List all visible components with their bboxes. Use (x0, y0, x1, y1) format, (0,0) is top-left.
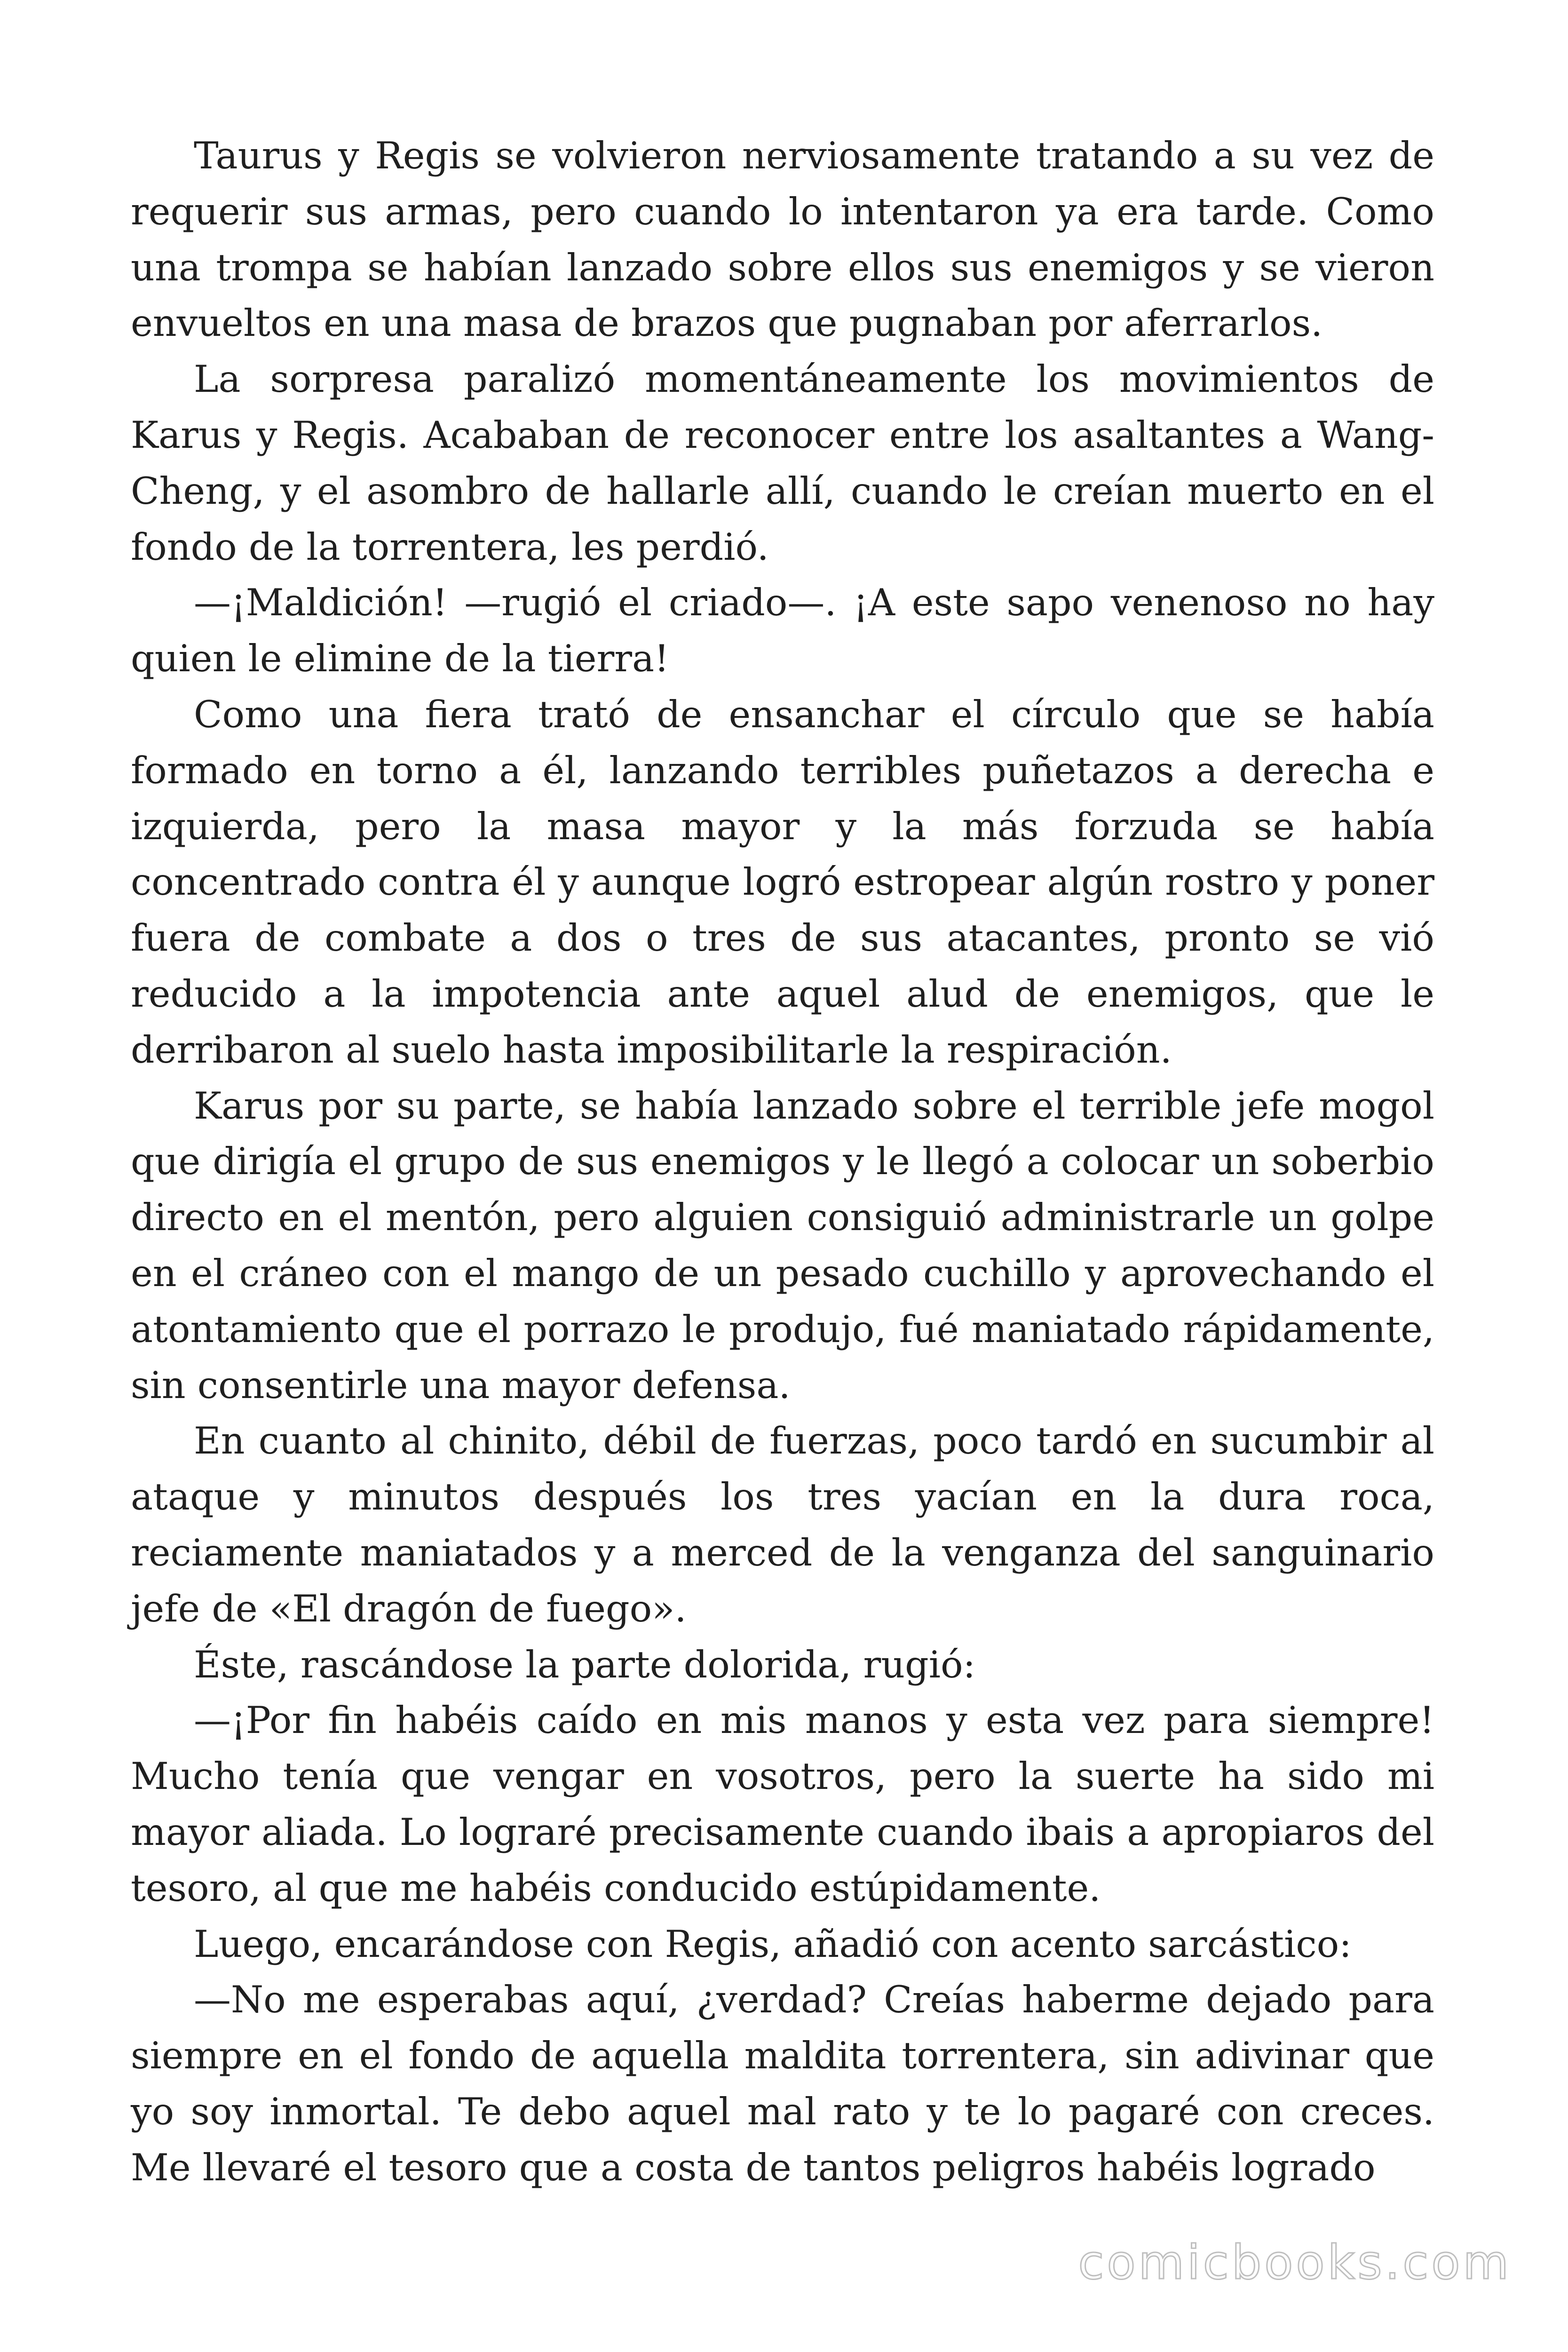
paragraph: Taurus y Regis se volvieron nerviosamente tratando a su vez de requerir sus armas, pero cuando lo intentaron ya era tarde. Como una trompa se habían lanzado sobre ellos sus enemigos y se vieron envueltos en una masa de brazos que pugnaban por aferrarlos. (131, 134, 1434, 345)
watermark: comicbooks.com (1078, 2235, 1512, 2290)
page-text (131, 128, 1434, 2195)
paragraph: En cuanto al chinito, débil de fuerzas, poco tardó en sucumbir al ataque y minutos después los tres yacían en la dura roca, reciamente maniatados y a merced de la venganza del sanguinario jefe de «El dragón de fuego». (131, 1419, 1434, 1630)
paragraph: Luego, encarándose con Regis, añadió con acento sarcástico: (194, 1922, 1352, 1966)
paragraph: —¡Por fin habéis caído en mis manos y esta vez para siempre! Mucho tenía que vengar en vosotros, pero la suerte ha sido mi mayor aliada. Lo lograré precisamente cuando ibais a apropiaros del tesoro, al que me habéis conducido estúpidamente. (131, 1699, 1434, 1910)
paragraph: Como una fiera trató de ensanchar el círculo que se había formado en torno a él, lanzando terribles puñetazos a derecha e izquierda, pero la masa mayor y la más forzuda se había concentrado contra él y aunque logró estropear algún rostro y poner fuera de combate a dos o tres de sus atacantes, pronto se vió reducido a la impotencia ante aquel alud de enemigos, que le derribaron al suelo hasta imposibilitarle la respiración. (131, 692, 1434, 1072)
paragraph: La sorpresa paralizó momentáneamente los movimientos de Karus y Regis. Acababan de reconocer entre los asaltantes a Wang-Cheng, y el asombro de hallarle allí, cuando le creían muerto en el fondo de la torrentera, les perdió. (131, 358, 1434, 569)
paragraph: —No me esperabas aquí, ¿verdad? Creías haberme dejado para siempre en el fondo de aquella maldita torrentera, sin adivinar que yo soy inmortal. Te debo aquel mal rato y te lo pagaré con creces. Me llevaré el tesoro que a costa de tantos peligros habéis logrado (131, 1978, 1434, 2189)
paragraph: Karus por su parte, se había lanzado sobre el terrible jefe mogol que dirigía el grupo de sus enemigos y le llegó a colocar un soberbio directo en el mentón, pero alguien consiguió administrarle un golpe en el cráneo con el mango de un pesado cuchillo y aprovechando el atontamiento que el porrazo le produjo, fué maniatado rápidamente, sin consentirle una mayor defensa. (131, 1084, 1434, 1407)
paragraph: —¡Maldición! —rugió el criado—. ¡A este sapo venenoso no hay quien le elimine de la tierra! (131, 581, 1434, 681)
paragraph: Éste, rascándose la parte dolorida, rugió: (194, 1643, 976, 1686)
